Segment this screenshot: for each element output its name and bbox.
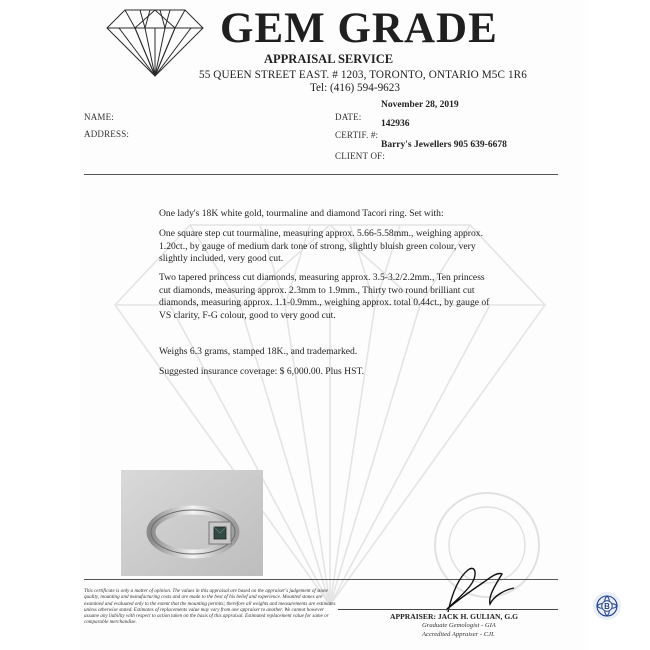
tourmaline-description: One square step cut tourmaline, measuring approx. 5.66-5.58mm., weighing approx. 1.20ct., by gauge of medium dark tone of strong, slightly bluish green colour, very slightly included, very good cut. bbox=[159, 228, 483, 265]
address-label: ADDRESS: bbox=[84, 129, 130, 139]
item-intro: One lady's 18K white gold, tourmaline and diamond Tacori ring. Set with: bbox=[159, 208, 444, 219]
signature-line bbox=[338, 609, 558, 610]
brand-title: GEM GRADE bbox=[220, 5, 498, 52]
brand-badge-icon[interactable] bbox=[593, 592, 621, 620]
appraiser-name: APPRAISER: JACK H. GULIAN, G.G bbox=[390, 612, 519, 621]
date-label: DATE: bbox=[335, 112, 362, 122]
date-value: November 28, 2019 bbox=[381, 100, 459, 110]
certificate-number: 142936 bbox=[381, 119, 410, 129]
business-address: 55 QUEEN STREET EAST. # 1203, TORONTO, ONTARIO M5C 1R6 bbox=[199, 69, 527, 81]
client-label: CLIENT OF: bbox=[335, 151, 386, 161]
business-phone: Tel: (416) 594-9623 bbox=[310, 82, 400, 94]
insurance-value: Suggested insurance coverage: $ 6,000.00. Plus HST. bbox=[159, 366, 364, 377]
name-label: NAME: bbox=[84, 112, 114, 122]
appraiser-credential-cji: Accredited Appraiser - CJI. bbox=[422, 631, 495, 638]
appraiser-credential-gia: Graduate Gemologist - GIA bbox=[422, 622, 496, 629]
badge-letter: B bbox=[604, 602, 610, 611]
client-value: Barry's Jewellers 905 639-6678 bbox=[381, 140, 507, 150]
certificate-label: CERTIF. #: bbox=[335, 130, 379, 140]
disclaimer-text: This certificate is only a matter of opinion. The values in this appraisal are based on the appraiser's judgement of stone quality, mounting and manufacturing costs and are made to the best of his belief and experience. Mounted stones are examined and evaluated only to the extent that the mounting permits; therefore all weights and measurements are estimates unless otherwise stated. Estimates of replacements value may vary from one appraiser to another. We cannot however assume any liability with respect to action taken on the basis of this appraisal. Estimated replacement value for same or comparable merchandise. bbox=[84, 588, 336, 626]
ring-photo bbox=[121, 470, 263, 576]
weight-description: Weighs 6.3 grams, stamped 18K., and trademarked. bbox=[159, 346, 358, 357]
service-subtitle: APPRAISAL SERVICE bbox=[264, 52, 394, 66]
header-divider bbox=[84, 174, 558, 175]
diamond-logo-icon bbox=[105, 6, 205, 78]
diamonds-description: Two tapered princess cut diamonds, measuring approx. 3.5-3.2/2.2mm., Ten princess cut diamonds, measuring approx. 2.3mm to 1.9mm., Thirty two round brilliant cut diamonds, measuring approx. 1.1-0.9mm., weighing approx. total 0.44ct., by gauge of VS clarity, F-G colour, good to very good cut. bbox=[159, 272, 490, 321]
